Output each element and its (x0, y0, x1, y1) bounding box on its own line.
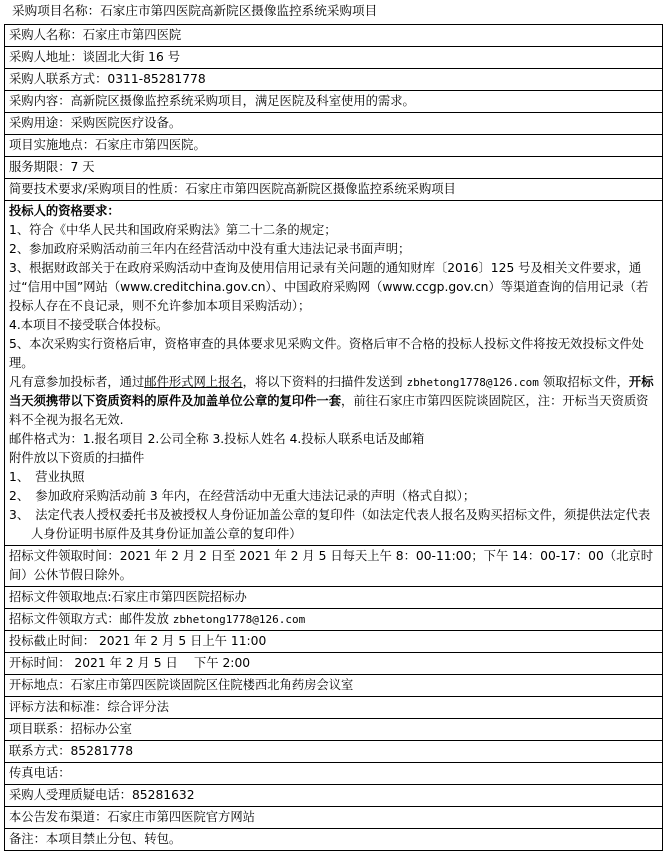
table-row (5, 609, 663, 631)
table-row (5, 631, 663, 653)
attachment-item-3: 3、 法定代表人授权委托书及被授权人身份证加盖公章的复印件（如法定代表人报名及购买招标文件，须提供法定代表人身份证明书原件及其身份证加盖公章的复印件） (9, 508, 651, 541)
registration-text-b: ，将以下资料的扫描件发送到 (242, 375, 407, 389)
purchase-content: 采购内容：高新院区摄像监控系统采购项目，满足医院及科室使用的需求。 (5, 91, 663, 113)
registration-email[interactable]: zbhetong1778@126.com (406, 376, 539, 389)
table-row (5, 741, 663, 763)
attachment-intro: 附件放以下资质的扫描件 (9, 451, 145, 465)
purchaser-address: 采购人地址：谈固北大街 16 号 (5, 47, 663, 69)
bid-deadline: 投标截止时间： 2021 年 2 月 5 日上午 11:00 (5, 631, 663, 653)
fax-number: 传真电话： (5, 763, 663, 785)
table-row (5, 135, 663, 157)
remarks: 备注：本项目禁止分包、转包。 (5, 829, 663, 851)
table-row (5, 25, 663, 47)
publish-channel: 本公告发布渠道：石家庄市第四医院官方网站 (5, 807, 663, 829)
purchase-purpose: 采购用途：采购医院医疗设备。 (5, 113, 663, 135)
qualification-item-3: 3、根据财政部关于在政府采购活动中查询及使用信用记录有关问题的通知财库〔2016〕125 号及相关文件要求，通过“信用中国”网站（www.creditchina.gov.cn）、中国政府采购网（www.ccgp.gov.cn）等渠道查询的信用记录（若投标人存在不良记录，则不允许参加本项目采购活动）； (9, 261, 649, 313)
purchaser-contact: 采购人联系方式：0311-85281778 (5, 69, 663, 91)
bid-opening-place: 开标地点：石家庄市第四医院谈固院区住院楼西北角药房会议室 (5, 675, 663, 697)
announcement-table (4, 24, 663, 851)
project-nature: 简要技术要求/采购项目的性质：石家庄市第四医院高新院区摄像监控系统采购项目 (5, 179, 663, 201)
table-row (5, 179, 663, 201)
collection-email[interactable]: zbhetong1778@126.com (172, 613, 306, 626)
registration-bold-note: 开标当天须携带以下资质资料的原件及加盖单位公章的复印件一套 (9, 375, 654, 408)
bid-opening-time: 开标时间： 2021 年 2 月 5 日 下午 2:00 (5, 653, 663, 675)
qualification-heading: 投标人的资格要求： (9, 204, 120, 218)
table-row (5, 653, 663, 675)
qualification-cell (5, 201, 663, 546)
registration-method: 邮件形式网上报名 (144, 375, 243, 389)
table-row (5, 807, 663, 829)
qualification-item-5: 5、本次采购实行资格后审，资格审查的具体要求见采购文件。资格后审不合格的投标人投标文件将按无效投标文件处理。 (9, 337, 644, 370)
qualification-item-2: 2、参加政府采购活动前三年内在经营活动中没有重大违法记录书面声明； (9, 242, 411, 256)
collection-time-label: 招标文件领取时间： (9, 549, 120, 563)
document-collection-place: 招标文件领取地点:石家庄市第四医院招标办 (5, 587, 663, 609)
table-row (5, 719, 663, 741)
table-row (5, 157, 663, 179)
registration-text-d: ，前往石家庄市第四医院谈固院区，注：开标当天资质资料不全视为报名无效. (9, 394, 649, 427)
service-period: 服务期限：7 天 (5, 157, 663, 179)
table-row (5, 697, 663, 719)
attachment-item-2: 2、 参加政府采购活动前 3 年内，在经营活动中无重大违法记录的声明（格式自拟）； (9, 489, 476, 503)
complaint-phone: 采购人受理质疑电话：85281632 (5, 785, 663, 807)
qualification-item-4: 4.本项目不接受联合体投标。 (9, 318, 169, 332)
attachment-item-1: 1、 营业执照 (9, 470, 85, 484)
table-row (5, 546, 663, 587)
collection-method-label: 招标文件领取方式：邮件发放 (9, 612, 173, 626)
purchaser-name: 采购人名称：石家庄市第四医院 (5, 25, 663, 47)
table-row (5, 47, 663, 69)
mail-format: 邮件格式为：1.报名项目 2.公司全称 3.投标人姓名 4.投标人联系电话及邮箱 (9, 432, 425, 446)
table-row (5, 91, 663, 113)
table-row (5, 201, 663, 546)
evaluation-method: 评标方法和标准：综合评分法 (5, 697, 663, 719)
table-row (5, 113, 663, 135)
registration-text-c: 领取招标文件， (538, 375, 629, 389)
table-row (5, 763, 663, 785)
document-collection-method (5, 609, 663, 631)
project-title: 采购项目名称：石家庄市第四医院高新院区摄像监控系统采购项目 (12, 3, 378, 18)
table-row (5, 675, 663, 697)
table-row (5, 69, 663, 91)
registration-text-a: 凡有意参加投标者，通过 (9, 375, 145, 389)
document-collection-time (5, 546, 663, 587)
table-row (5, 587, 663, 609)
registration-paragraph (9, 373, 658, 430)
collection-time-value: 2021 年 2 月 2 日至 2021 年 2 月 5 日每天上午 8：00-11:00；下午 14：00-17：00（北京时间）公休节假日除外。 (9, 549, 653, 582)
contact-phone: 联系方式：85281778 (5, 741, 663, 763)
table-row (5, 829, 663, 851)
qualification-item-1: 1、符合《中华人民共和国政府采购法》第二十二条的规定； (9, 223, 337, 237)
implementation-site: 项目实施地点：石家庄市第四医院。 (5, 135, 663, 157)
table-row (5, 785, 663, 807)
project-contact: 项目联系：招标办公室 (5, 719, 663, 741)
